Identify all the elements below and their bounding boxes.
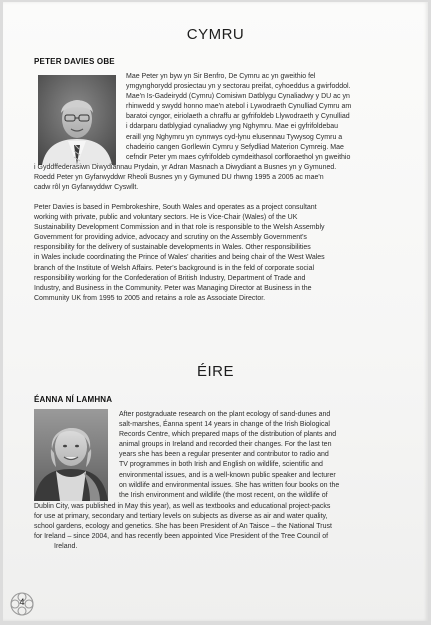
welsh-bio-indented <box>126 72 426 163</box>
portrait-image <box>38 75 116 165</box>
text-line: responsibility working for the Confederation of British Industry, Department of Trade and <box>34 274 306 282</box>
text-line: Industry, and Business in the Community. Peter was Managing Director at Business in the <box>34 284 312 292</box>
portrait-photo-eanna-ni-lamhna <box>34 409 108 501</box>
portrait-image <box>34 409 108 501</box>
text-line: Mae Peter yn byw yn Sir Benfro, De Cymru ac yn gweithio fel <box>126 73 316 80</box>
text-line: working with private, public and voluntary sectors. He is Vice-Chair (Wales) of the UK <box>34 214 298 222</box>
portrait-photo-peter-davies <box>38 75 116 165</box>
text-line: school gardens, ecology and genetics. She has been President of An Taisce – the National Trust <box>34 523 332 531</box>
document-page <box>3 2 428 621</box>
text-line: cefndir Peter ym maes cyfrifoldeb cymdeithasol corfforaethol yn gweithio <box>126 153 351 161</box>
text-line: the Irish environment and wildlife (the most recent, on the wildlife of <box>119 491 328 499</box>
text-line: Ireland. <box>54 543 78 551</box>
text-line: branch of the Institute of Welsh Affairs. Peter's background is in the feld of corporate social <box>34 264 315 272</box>
person-name-eanna-ni-lamhna: ÉANNA NÍ LAMHNA <box>34 395 113 404</box>
text-line: Roedd Peter yn Gyfarwyddwr Rheoli Busnes yn y Gymuned DU rhwng 1995 a 2005 ac mae'n <box>34 174 324 182</box>
text-line: for use at primary, secondary and tertiary levels on subjects as diverse as air and water quality, <box>34 513 328 521</box>
text-line: Records Centre, which prepared maps of the distribution of plants and <box>119 431 337 439</box>
text-line: Peter Davies is based in Pembrokeshire, South Wales and operates as a project consultant <box>34 204 317 211</box>
text-line: environmental issues, and is a well-known public speaker and lecturer <box>119 471 336 479</box>
text-line: on wildlife and environmental issues. She has written four books on the <box>119 481 340 489</box>
text-line: animal groups in Ireland and recorded their changes. For the last ten <box>119 441 332 449</box>
person-name-peter-davies: PETER DAVIES OBE <box>34 57 115 66</box>
text-line: TV programmes in both Irish and English on wildlife, scientific and <box>119 461 323 469</box>
text-line: Community UK from 1995 to 2005 and retains a role as Associate Director. <box>34 294 266 302</box>
page-number-badge <box>9 591 35 617</box>
section-heading-ireland: ÉIRE <box>196 363 234 380</box>
page-number: 4 <box>19 597 25 607</box>
text-line: years she has been a regular presenter and contributor to radio and <box>119 451 329 459</box>
text-line: Dublin City, was published in May this year), as well as textbooks and educational project-packs <box>34 503 331 510</box>
text-line: Mae'n Is-Gadeirydd (Cymru) Comisiwn Datblygu Cynaliadwy y DU ac yn <box>126 93 350 101</box>
text-line: Government for providing advice, advocacy and scrutiny on the Assembly Government's <box>34 234 307 242</box>
section-heading-wales: CYMRU <box>186 26 245 43</box>
text-line: for Ireland – since 2004, and has recently been appointed Vice President of the Tree Council of <box>34 533 329 541</box>
text-line: rhinwedd y swydd honno mae'n atebol i Lywodraeth Cynulliad Cymru am <box>126 103 352 111</box>
text-line: ymgynghorydd prosiectau yn y sectorau preifat, cyhoeddus a gwirfoddol. <box>126 83 351 91</box>
text-line: After postgraduate research on the plant ecology of sand-dunes and <box>119 411 331 418</box>
text-line: responsibility for the delivery of sustainable developments in Wales. Other responsibilities <box>34 244 311 252</box>
text-line: eraill yng Nghymru yn cynnwys cyd-lynu elusennau Tywysog Cymru a <box>126 133 343 141</box>
welsh-bio-full <box>34 163 426 193</box>
irish-bio-full <box>34 502 426 552</box>
text-line: baratoi cyngor, eiriolaeth a chraffu ar gyfrifoldeb Llywodraeth y Cynulliad <box>126 113 350 121</box>
text-line: chadeirio cangen Gorllewin Cymru y Sefydliad Materion Cymreig. Mae <box>126 143 344 151</box>
text-line: i ddarparu datblygiad cynaliadwy yng Nghymru. Mae ei gyfrifoldebau <box>126 123 339 131</box>
text-line: salt-marshes, Éanna spent 14 years in change of the Irish Biological <box>119 421 330 429</box>
english-bio <box>34 203 426 304</box>
irish-bio-indented <box>119 410 425 501</box>
text-line: in Wales include coordinating the Prince of Wales' charities and being chair of the West Wales <box>34 254 325 262</box>
text-line: Sustainability Development Commission and in that role is responsible to the Welsh Assembly <box>34 224 325 232</box>
text-line: i Gyddffederasiwn Diwydiannau Prydain, yr Adran Masnach a Diwydiant a Busnes yn y Gymuned. <box>34 164 337 171</box>
text-line: cadw rôl yn Gyfarwyddwr Cyswllt. <box>34 184 139 192</box>
